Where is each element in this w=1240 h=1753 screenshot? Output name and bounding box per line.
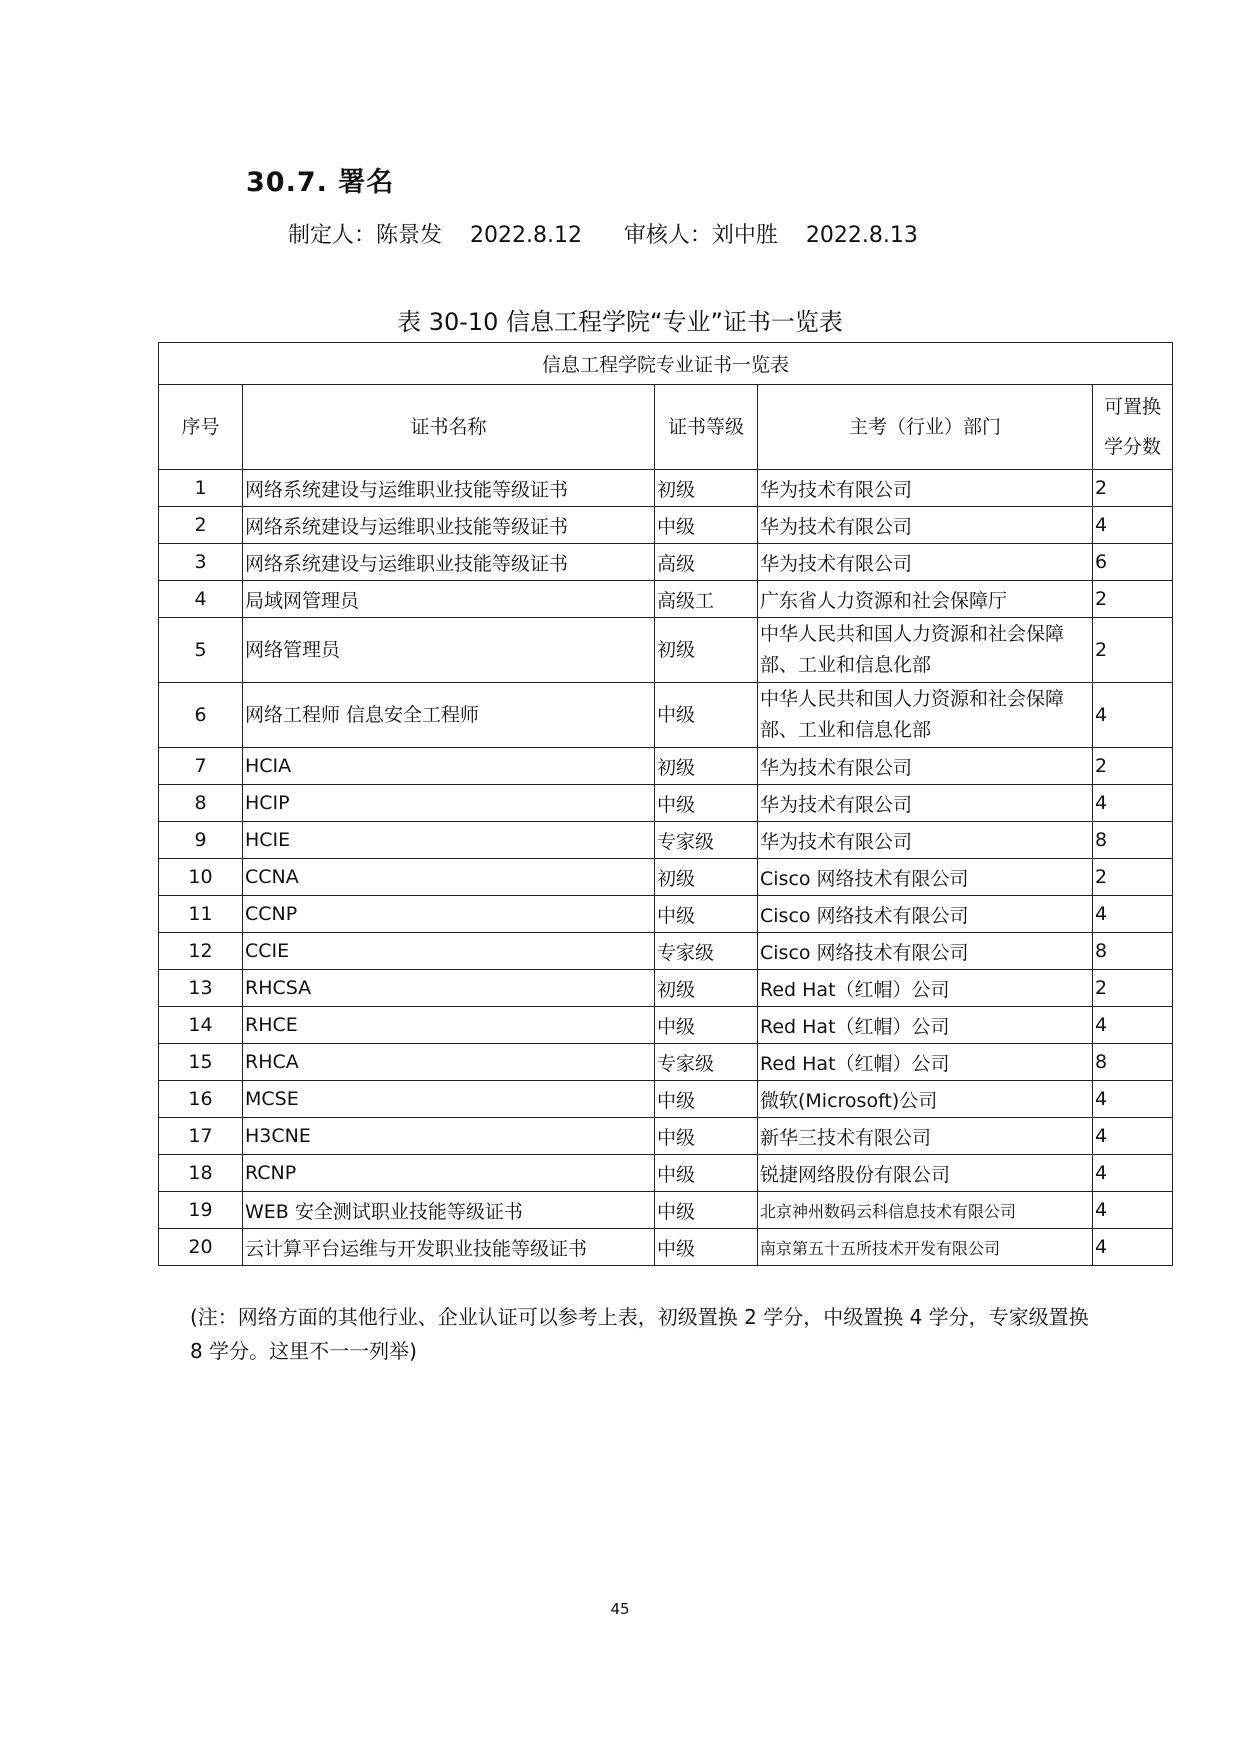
cell-dept: Cisco 网络技术有限公司 — [758, 933, 1093, 970]
cell-name: CCIE — [243, 933, 655, 970]
cell-name: 网络系统建设与运维职业技能等级证书 — [243, 507, 655, 544]
cell-credits: 2 — [1093, 859, 1173, 896]
cell-level: 中级 — [655, 683, 758, 748]
cell-dept: 华为技术有限公司 — [758, 544, 1093, 581]
cell-level: 专家级 — [655, 933, 758, 970]
cell-credits: 4 — [1093, 507, 1173, 544]
cell-seq: 14 — [159, 1007, 243, 1044]
cell-credits: 8 — [1093, 822, 1173, 859]
cell-seq: 18 — [159, 1155, 243, 1192]
cell-level: 中级 — [655, 1007, 758, 1044]
page-number: 45 — [610, 1600, 630, 1618]
header-credits: 可置换学分数 — [1093, 385, 1173, 470]
cell-dept: Cisco 网络技术有限公司 — [758, 896, 1093, 933]
cell-credits: 2 — [1093, 581, 1173, 618]
header-seq: 序号 — [159, 385, 243, 470]
table-row — [159, 581, 1173, 618]
cell-name: 网络系统建设与运维职业技能等级证书 — [243, 470, 655, 507]
cell-credits: 4 — [1093, 1081, 1173, 1118]
table-row — [159, 470, 1173, 507]
cell-name: WEB 安全测试职业技能等级证书 — [243, 1192, 655, 1229]
cell-dept: Red Hat（红帽）公司 — [758, 1044, 1093, 1081]
cell-seq: 10 — [159, 859, 243, 896]
cell-dept: 华为技术有限公司 — [758, 785, 1093, 822]
certificate-table — [158, 342, 1173, 1266]
cell-credits: 4 — [1093, 896, 1173, 933]
cell-level: 中级 — [655, 896, 758, 933]
table-row — [159, 618, 1173, 683]
table-note: (注：网络方面的其他行业、企业认证可以参考上表，初级置换 2 学分，中级置换 4 学分，专家级置换 8 学分。这里不一一列举) — [190, 1305, 1089, 1363]
cell-level: 中级 — [655, 785, 758, 822]
table-row — [159, 933, 1173, 970]
header-level: 证书等级 — [655, 385, 758, 470]
table-row — [159, 1229, 1173, 1266]
cell-name: 网络工程师 信息安全工程师 — [243, 683, 655, 748]
cell-seq: 8 — [159, 785, 243, 822]
cell-level: 初级 — [655, 470, 758, 507]
cell-dept: 中华人民共和国人力资源和社会保障部、工业和信息化部 — [758, 683, 1093, 748]
cell-dept: 华为技术有限公司 — [758, 507, 1093, 544]
cell-level: 高级工 — [655, 581, 758, 618]
cell-credits: 2 — [1093, 470, 1173, 507]
cell-dept: 微软(Microsoft)公司 — [758, 1081, 1093, 1118]
cell-dept: 广东省人力资源和社会保障厅 — [758, 581, 1093, 618]
cell-seq: 16 — [159, 1081, 243, 1118]
cell-name: MCSE — [243, 1081, 655, 1118]
cell-credits: 2 — [1093, 618, 1173, 683]
cell-level: 专家级 — [655, 822, 758, 859]
cell-credits: 4 — [1093, 1192, 1173, 1229]
cell-level: 专家级 — [655, 1044, 758, 1081]
cell-level: 中级 — [655, 1081, 758, 1118]
cell-level: 初级 — [655, 618, 758, 683]
cell-level: 初级 — [655, 970, 758, 1007]
cell-seq: 5 — [159, 618, 243, 683]
cell-name: 网络管理员 — [243, 618, 655, 683]
cell-dept: Red Hat（红帽）公司 — [758, 970, 1093, 1007]
cell-credits: 4 — [1093, 1229, 1173, 1266]
table-title: 信息工程学院专业证书一览表 — [159, 343, 1173, 385]
cell-level: 高级 — [655, 544, 758, 581]
cell-credits: 4 — [1093, 1007, 1173, 1044]
table-row — [159, 544, 1173, 581]
cell-level: 中级 — [655, 1155, 758, 1192]
cell-seq: 17 — [159, 1118, 243, 1155]
cell-level: 中级 — [655, 1118, 758, 1155]
table-row — [159, 1192, 1173, 1229]
cell-dept: 锐捷网络股份有限公司 — [758, 1155, 1093, 1192]
table-row — [159, 1081, 1173, 1118]
cell-name: RCNP — [243, 1155, 655, 1192]
cell-name: CCNA — [243, 859, 655, 896]
table-row — [159, 1118, 1173, 1155]
header-dept: 主考（行业）部门 — [758, 385, 1093, 470]
cell-credits: 4 — [1093, 785, 1173, 822]
cell-dept: 南京第五十五所技术开发有限公司 — [758, 1229, 1093, 1266]
cell-seq: 1 — [159, 470, 243, 507]
cell-dept: Cisco 网络技术有限公司 — [758, 859, 1093, 896]
cell-level: 初级 — [655, 748, 758, 785]
cell-level: 初级 — [655, 859, 758, 896]
cell-name: RHCE — [243, 1007, 655, 1044]
cell-level: 中级 — [655, 1229, 758, 1266]
cell-credits: 4 — [1093, 683, 1173, 748]
cell-credits: 4 — [1093, 1155, 1173, 1192]
table-row — [159, 683, 1173, 748]
cell-name: HCIP — [243, 785, 655, 822]
table-caption: 表 30-10 信息工程学院“专业”证书一览表 — [397, 308, 843, 336]
cell-name: H3CNE — [243, 1118, 655, 1155]
cell-credits: 8 — [1093, 1044, 1173, 1081]
table-row — [159, 507, 1173, 544]
cell-dept: 北京神州数码云科信息技术有限公司 — [758, 1192, 1093, 1229]
cell-seq: 3 — [159, 544, 243, 581]
signature-line: 制定人：陈景发 2022.8.12 审核人：刘中胜 2022.8.13 — [288, 223, 918, 248]
cell-credits: 6 — [1093, 544, 1173, 581]
cell-dept: 新华三技术有限公司 — [758, 1118, 1093, 1155]
cell-seq: 9 — [159, 822, 243, 859]
table-row — [159, 785, 1173, 822]
cell-name: HCIA — [243, 748, 655, 785]
table-row — [159, 1044, 1173, 1081]
cell-level: 中级 — [655, 507, 758, 544]
cell-seq: 13 — [159, 970, 243, 1007]
cell-name: 网络系统建设与运维职业技能等级证书 — [243, 544, 655, 581]
table-row — [159, 970, 1173, 1007]
table-row — [159, 822, 1173, 859]
cell-seq: 19 — [159, 1192, 243, 1229]
header-name: 证书名称 — [243, 385, 655, 470]
cell-seq: 15 — [159, 1044, 243, 1081]
section-heading: 30.7. 署名 — [246, 167, 395, 198]
cell-seq: 11 — [159, 896, 243, 933]
cell-credits: 2 — [1093, 970, 1173, 1007]
cell-name: 局域网管理员 — [243, 581, 655, 618]
cell-credits: 4 — [1093, 1118, 1173, 1155]
cell-seq: 4 — [159, 581, 243, 618]
cell-seq: 6 — [159, 683, 243, 748]
table-row — [159, 748, 1173, 785]
cell-credits: 8 — [1093, 933, 1173, 970]
table-row — [159, 1007, 1173, 1044]
cell-seq: 7 — [159, 748, 243, 785]
cell-dept: Red Hat（红帽）公司 — [758, 1007, 1093, 1044]
table-row — [159, 1155, 1173, 1192]
cell-name: RHCSA — [243, 970, 655, 1007]
cell-seq: 20 — [159, 1229, 243, 1266]
cell-level: 中级 — [655, 1192, 758, 1229]
cell-seq: 12 — [159, 933, 243, 970]
cell-name: CCNP — [243, 896, 655, 933]
cell-dept: 华为技术有限公司 — [758, 470, 1093, 507]
cell-dept: 中华人民共和国人力资源和社会保障部、工业和信息化部 — [758, 618, 1093, 683]
cell-name: HCIE — [243, 822, 655, 859]
cell-name: 云计算平台运维与开发职业技能等级证书 — [243, 1229, 655, 1266]
cell-credits: 2 — [1093, 748, 1173, 785]
table-row — [159, 859, 1173, 896]
cell-seq: 2 — [159, 507, 243, 544]
cell-dept: 华为技术有限公司 — [758, 748, 1093, 785]
cell-name: RHCA — [243, 1044, 655, 1081]
table-row — [159, 896, 1173, 933]
cell-dept: 华为技术有限公司 — [758, 822, 1093, 859]
